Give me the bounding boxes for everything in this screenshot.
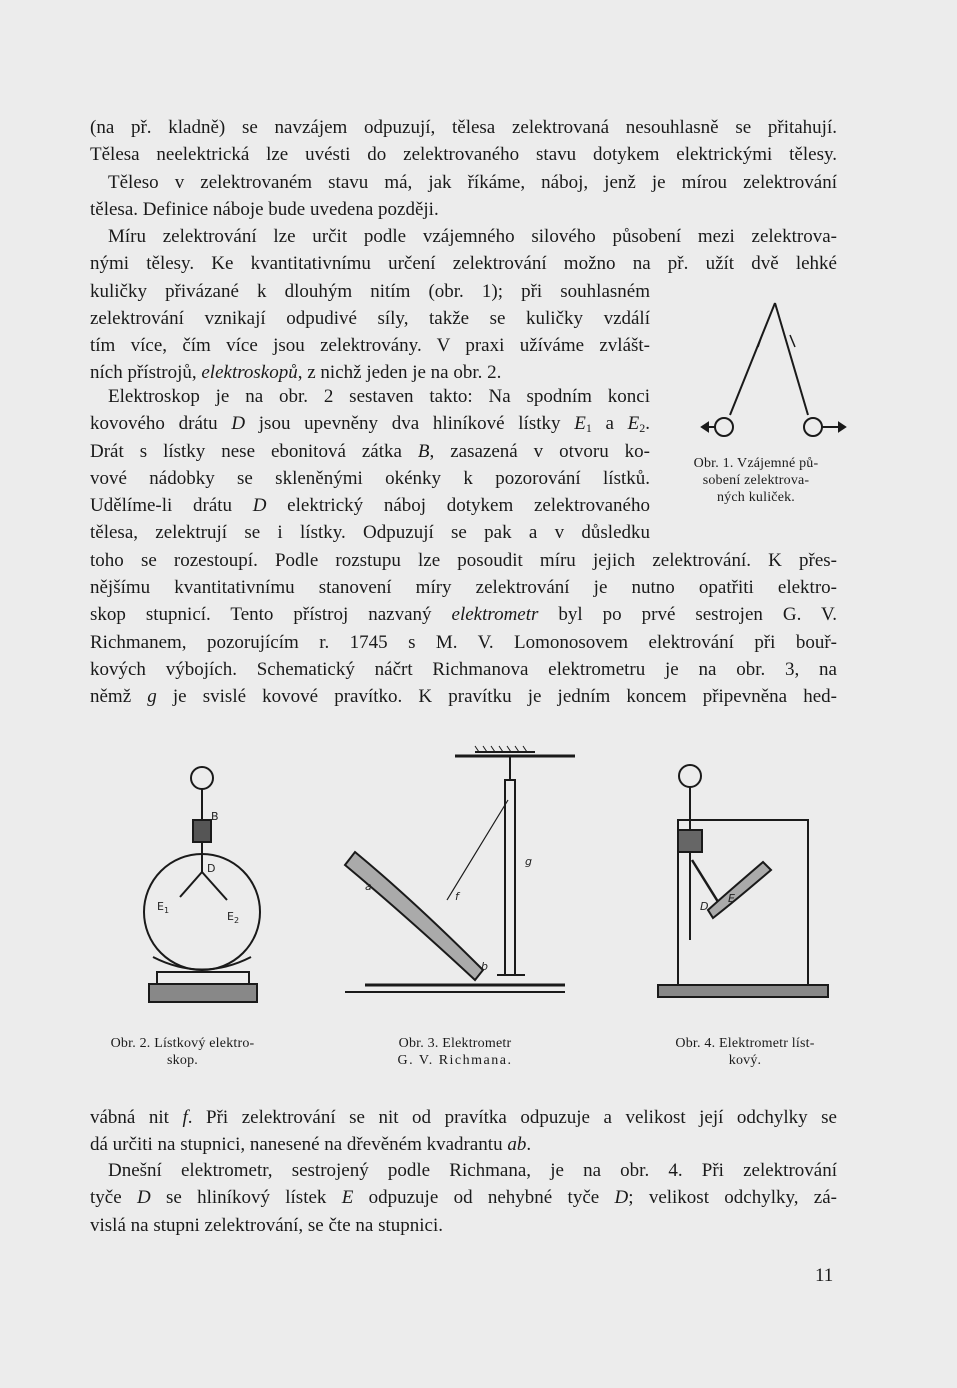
text-span: je svislé kovové pravítko. K pravítku je jedním koncem připevněna hed- [156,686,837,708]
text-span: odpuzuje od nehybné tyče [353,1187,615,1209]
text-line [90,1131,837,1158]
text-span: elektrický náboj dotykem zelektrovaného [266,495,650,517]
label-E2-sub: 2 [233,916,240,925]
symbol-f: f [182,1107,188,1128]
text-span: skop stupnicí. Tento přístroj nazvaný [90,604,452,626]
text-line: nějšímu kvantitativnímu stanovení míry zelektrování je nutno opatřiti elektro- [90,577,837,599]
ball-left [715,418,733,436]
electroscope-base [149,984,257,1002]
label-E1-letter: E [157,900,164,913]
caption-line: kový. [728,1053,762,1068]
text-span: jsou upevněny dva hliníkové lístky [245,413,575,435]
text-line: tělesa, zelektrují se i lístky. Odpuzují se pak a v důsledku [90,522,650,544]
electrometer-scale [708,862,771,918]
text-line [90,410,650,437]
text-line: Elektroskop je na obr. 2 sestaven takto: Na spodním konci [108,386,650,407]
text-span: se hliníkový lístek [150,1187,342,1209]
text-line: tím více, čím více jsou zelektrovány. V praxi užíváme zvlášt- [90,335,650,357]
ruler-g [505,780,515,975]
text-span: . [526,1134,532,1156]
text-line: Dnešní elektrometr, sestrojený podle Richmana, je na obr. 4. Při zelektrování [108,1160,837,1181]
text-span: vábná nit [90,1107,183,1128]
page-number: 11 [815,1265,834,1286]
symbol-E1: E [574,413,586,435]
text-line: Tělesa neelektrická lze uvésti do zelektrovaného stavu dotykem elektrickými tělesy. [90,144,837,166]
thread-left [730,303,775,415]
quadrant-ab [345,852,483,980]
text-line: Richmanem, pozorujícím r. 1745 s M. V. Lomonosovem elektrování při bouř- [90,631,837,653]
symbol-D: D [614,1187,629,1209]
label-b: b [481,960,488,973]
thread-right [775,303,808,415]
text-line: kových výbojích. Schematický náčrt Richmanova elektrometru je na obr. 3, na [90,658,837,680]
text-span: dá určiti na stupnici, nanesené na dřevěném kvadrantu [90,1134,508,1156]
caption-line: Obr. 2. Lístkový elektro- [110,1036,255,1051]
symbol-g: g [147,686,157,708]
text-line: Těleso v zelektrovaném stavu má, jak říkáme, náboj, jenž je mírou zelektrování [108,171,837,193]
subscript: 1 [585,421,592,436]
subscript: 2 [639,421,646,436]
symbol-E2: E [627,413,640,435]
label-g: g [525,855,532,868]
caption-line: ných kuliček. [716,490,796,505]
text-line [90,1184,837,1211]
label-E2-letter: E [227,910,234,923]
label-E: E [728,892,735,905]
text-span: Drát s lístky nese ebonitová zátka [90,440,418,462]
stopper-B [193,820,211,842]
symbol-D: D [231,413,246,435]
figure-3-caption [375,1035,535,1069]
text-line: toho se rozestoupí. Podle rozstupu lze posoudit míru jejich zelektrování. K přes- [90,549,837,571]
text-line: zelektrování vznikají odpudivé síly, takže se kuličky vzdálí [90,307,650,329]
text-line: vové nádobky se skleněnými okénky k pozorování lístků. [90,467,650,489]
text-span: ; velikost odchylky, zá- [628,1187,837,1209]
figure-1-caption [672,455,840,506]
text-line [90,438,650,465]
label-f: f [455,890,459,903]
symbol-E: E [341,1187,354,1209]
caption-line: Obr. 1. Vzájemné pů- [693,456,819,471]
label-E2 [227,910,239,925]
thread-f [447,800,508,900]
electrometer-knob [679,765,701,787]
text-span: a [591,413,628,435]
text-span: . Při zelektrování se nit od pravítka odpuzuje a velikost její odchylky se [187,1107,837,1128]
figure-3-diagram [335,740,575,1010]
caption-line: Obr. 3. Elektrometr [398,1036,512,1051]
text-line [90,601,837,628]
text-line [90,492,650,519]
caption-line: Obr. 4. Elektrometr líst- [675,1036,815,1051]
text-span: Udělíme-li drátu [90,495,253,517]
figure-4-diagram [648,760,848,1010]
electrometer-base [658,985,828,997]
paragraph-1 [90,114,837,223]
symbol-ab: ab [507,1134,527,1156]
figure-1-diagram [700,295,880,445]
text-span: kovového drátu [90,413,232,435]
text-line: Míru zelektrování lze určit podle vzájemného silového působení mezi zelektrova- [108,226,837,247]
symbol-D: D [136,1187,151,1209]
label-D: D [700,900,709,913]
text-span: tyče [90,1187,137,1209]
text-span: . [645,413,650,435]
insulator [678,830,702,852]
electroscope-knob [191,767,213,789]
text-span: ních přístrojů, [90,362,202,384]
text-line: vislá na stupni zelektrování, se čte na stupnici. [90,1214,443,1236]
text-span: byl po prvé sestrojen G. V. [538,604,837,626]
text-span: , z nichž jeden je na obr. 2. [297,362,502,384]
figure-4-caption [645,1035,845,1069]
text-line: nými tělesy. Ke kvantitativnímu určení zelektrování možno na př. užít dvě lehké [90,253,837,275]
text-line [90,1104,837,1131]
label-E1-sub: 1 [163,906,170,915]
label-a: a [365,880,372,893]
caption-line: skop. [167,1053,198,1068]
text-line: (na př. kladně) se navzájem odpuzují, tělesa zelektrovaná nesouhlasně se přitahují. [90,117,837,138]
caption-line: G. V. Richmana. [397,1053,513,1068]
paragraph-5 [90,1157,837,1239]
emphasis-elektroskopu: elektroskopů [201,362,298,384]
paragraph-4 [90,1104,837,1159]
label-D: D [207,862,216,875]
leaf-E1 [180,872,202,897]
text-line: tělesa. Definice náboje bude uvedena později. [90,198,439,220]
text-span: , zasazená v otvoru ko- [429,440,650,462]
leaf-E [692,860,720,905]
caption-line: sobení zelektrova- [702,473,810,488]
text-line: kuličky přivázané k dlouhým nitím (obr. 1); při souhlasném [90,280,650,302]
text-line [90,683,837,710]
text-span: němž [90,686,148,708]
leaf-E2 [202,872,227,900]
figure-2-diagram [135,762,275,1022]
label-E1 [157,900,169,915]
label-B: B [211,810,219,823]
ball-right [804,418,822,436]
emphasis-elektrometr: elektrometr [451,604,539,626]
symbol-B: B [417,440,430,462]
symbol-D: D [252,495,267,517]
figure-2-caption [85,1035,280,1069]
